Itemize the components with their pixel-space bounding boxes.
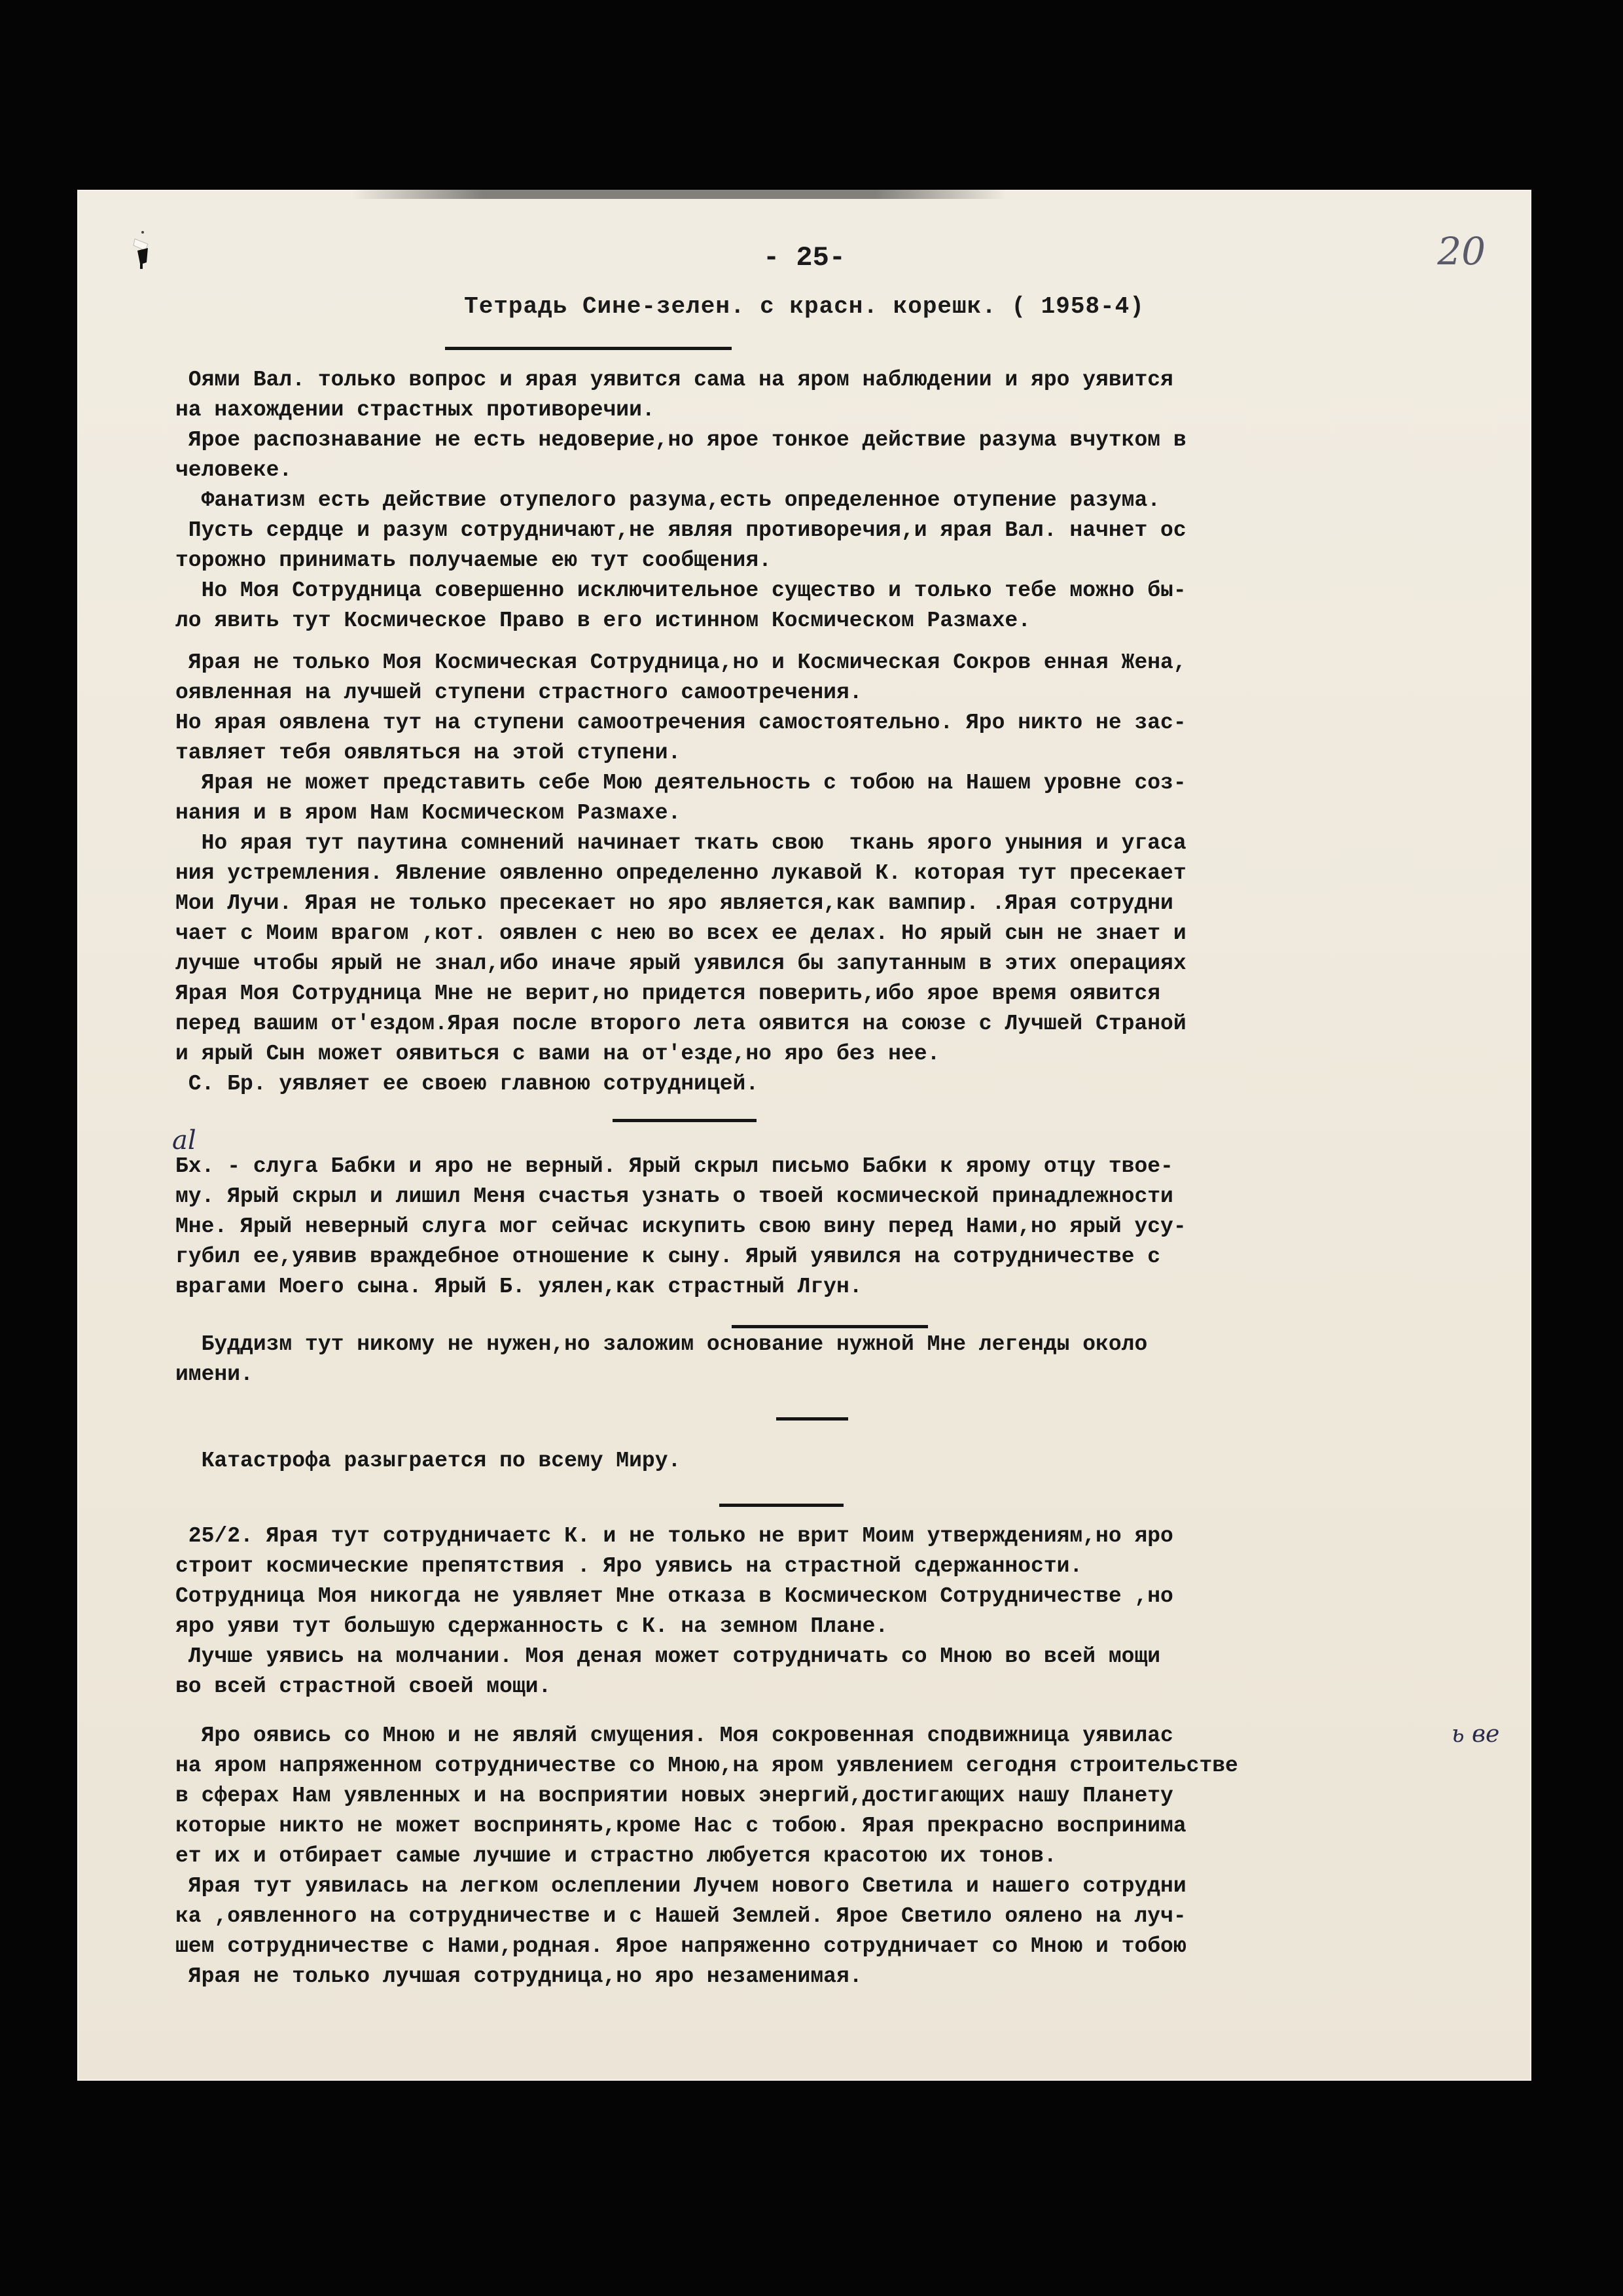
- text-line: торожно принимать получаемые ею тут сообщения.: [175, 548, 772, 573]
- text-line: на нахождении страстных противоречии.: [175, 398, 655, 422]
- text-line: человеке.: [175, 458, 293, 482]
- text-line: му. Ярый скрыл и лишил Меня счастья узнать о твоей космической принадлежности: [175, 1184, 1173, 1209]
- text-line: Яро оявись со Мною и не являй смущения. Моя сокровенная сподвижница уявилас: [175, 1723, 1173, 1748]
- handwritten-page-number: 20: [1437, 229, 1486, 274]
- paragraph-3: [175, 1152, 1458, 1302]
- text-line: чает с Моим врагом ,кот. оявлен с нею во всех ее делах. Но ярый сын не знает и: [175, 921, 1186, 945]
- text-line: Ярая тут уявилась на легком ослеплении Лучем нового Светила и нашего сотрудни: [175, 1874, 1186, 1898]
- text-line: врагами Моего сына. Ярый Б. уялен,как страстный Лгун.: [175, 1275, 863, 1299]
- paragraph-2: [175, 648, 1458, 1099]
- text-line: лучше чтобы ярый не знал,ибо иначе ярый уявился бы запутанным в этих операциях: [175, 951, 1186, 976]
- paragraph-1: [175, 365, 1458, 636]
- paragraph-5: [175, 1446, 1458, 1476]
- section-divider: [613, 1119, 757, 1122]
- document-page: [77, 190, 1531, 2081]
- text-line: Лучше уявись на молчании. Моя деная может сотрудничать со Мною во всей мощи: [175, 1644, 1161, 1669]
- text-line: Мне. Ярый неверный слуга мог сейчас искупить свою вину перед Нами,но ярый усу-: [175, 1214, 1186, 1239]
- title-underline: [445, 347, 732, 350]
- text-line: Пусть сердце и разум сотрудничают,не являя противоречия,и ярая Вал. начнет ос: [175, 518, 1186, 542]
- text-line: на яром напряженном сотрудничестве со Мною,на яром уявлением сегодня строительстве: [175, 1754, 1238, 1778]
- text-line: Фанатизм есть действие отупелого разума,есть определенное отупение разума.: [175, 488, 1161, 512]
- text-line: Но ярая тут паутина сомнений начинает ткать свою ткань ярого уныния и угаса: [175, 831, 1186, 855]
- text-line: Ярое распознавание не есть недоверие,но ярое тонкое действие разума вчутком в: [175, 428, 1186, 452]
- text-line: тавляет тебя оявляться на этой ступени.: [175, 741, 681, 765]
- paragraph-7: [175, 1721, 1458, 1992]
- text-line: Ярая Моя Сотрудница Мне не верит,но придется поверить,ибо ярое время оявится: [175, 981, 1161, 1006]
- text-line: ло явить тут Космическое Право в его истинном Космическом Размахе.: [175, 609, 1031, 633]
- text-line: шем сотрудничестве с Нами,родная. Ярое напряженно сотрудничает со Мною и тобою: [175, 1934, 1186, 1958]
- text-line: Оями Вал. только вопрос и ярая уявится сама на яром наблюдении и яро уявится: [175, 368, 1173, 392]
- text-line: ет их и отбирает самые лучшие и страстно любуется красотою их тонов.: [175, 1844, 1057, 1868]
- text-line: Катастрофа разыграется по всему Миру.: [175, 1449, 681, 1473]
- page-number: - 25-: [762, 242, 846, 274]
- section-divider: [732, 1325, 928, 1328]
- text-line: С. Бр. уявляет ее своею главною сотрудницей.: [175, 1072, 759, 1096]
- text-line: оявленная на лучшей ступени страстного самоотречения.: [175, 680, 863, 705]
- text-line: Сотрудница Моя никогда не уявляет Мне отказа в Космическом Сотрудничестве ,но: [175, 1584, 1173, 1608]
- document-title: Тетрадь Сине-зелен. с красн. корешк. ( 1958-4): [464, 293, 1145, 320]
- text-line: которые никто не может воспринять,кроме Нас с тобою. Ярая прекрасно воспринима: [175, 1814, 1186, 1838]
- scan-shadow: [352, 190, 1007, 199]
- text-line: Буддизм тут никому не нужен,но заложим основание нужной Мне легенды около: [175, 1332, 1148, 1356]
- text-line: яро уяви тут большую сдержанность с К. на земном Плане.: [175, 1614, 889, 1638]
- text-line: и ярый Сын может оявиться с вами на от'езде,но яро без нее.: [175, 1042, 940, 1066]
- paragraph-6: [175, 1521, 1458, 1702]
- text-line: нания и в яром Нам Космическом Размахе.: [175, 801, 681, 825]
- text-line: Но ярая оявлена тут на ступени самоотречения самостоятельно. Яро никто не зас-: [175, 711, 1186, 735]
- text-line: имени.: [175, 1362, 253, 1386]
- section-divider: [719, 1504, 844, 1507]
- handwritten-annotation: al: [172, 1125, 196, 1156]
- section-divider: [776, 1417, 848, 1421]
- paragraph-4: [175, 1330, 1458, 1390]
- text-line: Бх. - слуга Бабки и яро не верный. Ярый скрыл письмо Бабки к ярому отцу твое-: [175, 1154, 1173, 1178]
- text-line: ния устремления. Явление оявленно определенно лукавой К. которая тут пресекает: [175, 861, 1186, 885]
- text-line: перед вашим от'ездом.Ярая после второго лета оявится на союзе с Лучшей Страной: [175, 1012, 1186, 1036]
- text-line: губил ее,уявив враждебное отношение к сыну. Ярый уявился на сотрудничестве с: [175, 1245, 1161, 1269]
- text-line: Ярая не может представить себе Мою деятельность с тобою на Нашем уровне соз-: [175, 771, 1186, 795]
- text-line: Мои Лучи. Ярая не только пресекает но яро является,как вампир. .Ярая сотрудни: [175, 891, 1173, 915]
- text-line: Но Моя Сотрудница совершенно исключительное существо и только тебе можно бы-: [175, 578, 1186, 603]
- text-line: Ярая не только лучшая сотрудница,но яро незаменимая.: [175, 1964, 863, 1988]
- text-line: ка ,оявленного на сотрудничестве и с Нашей Землей. Ярое Светило оялено на луч-: [175, 1904, 1186, 1928]
- text-line: Ярая не только Моя Космическая Сотрудница,но и Космическая Сокров енная Жена,: [175, 650, 1186, 675]
- handwritten-correction: ь ве: [1452, 1721, 1500, 1748]
- text-line: 25/2. Ярая тут сотрудничаетс К. и не только не врит Моим утверждениям,но яро: [175, 1524, 1173, 1548]
- text-line: строит космические препятствия . Яро уявись на страстной сдержанности.: [175, 1554, 1083, 1578]
- text-line: в сферах Нам уявленных и на восприятии новых энергий,достигающих нашу Планету: [175, 1784, 1173, 1808]
- text-line: во всей страстной своей мощи.: [175, 1674, 552, 1699]
